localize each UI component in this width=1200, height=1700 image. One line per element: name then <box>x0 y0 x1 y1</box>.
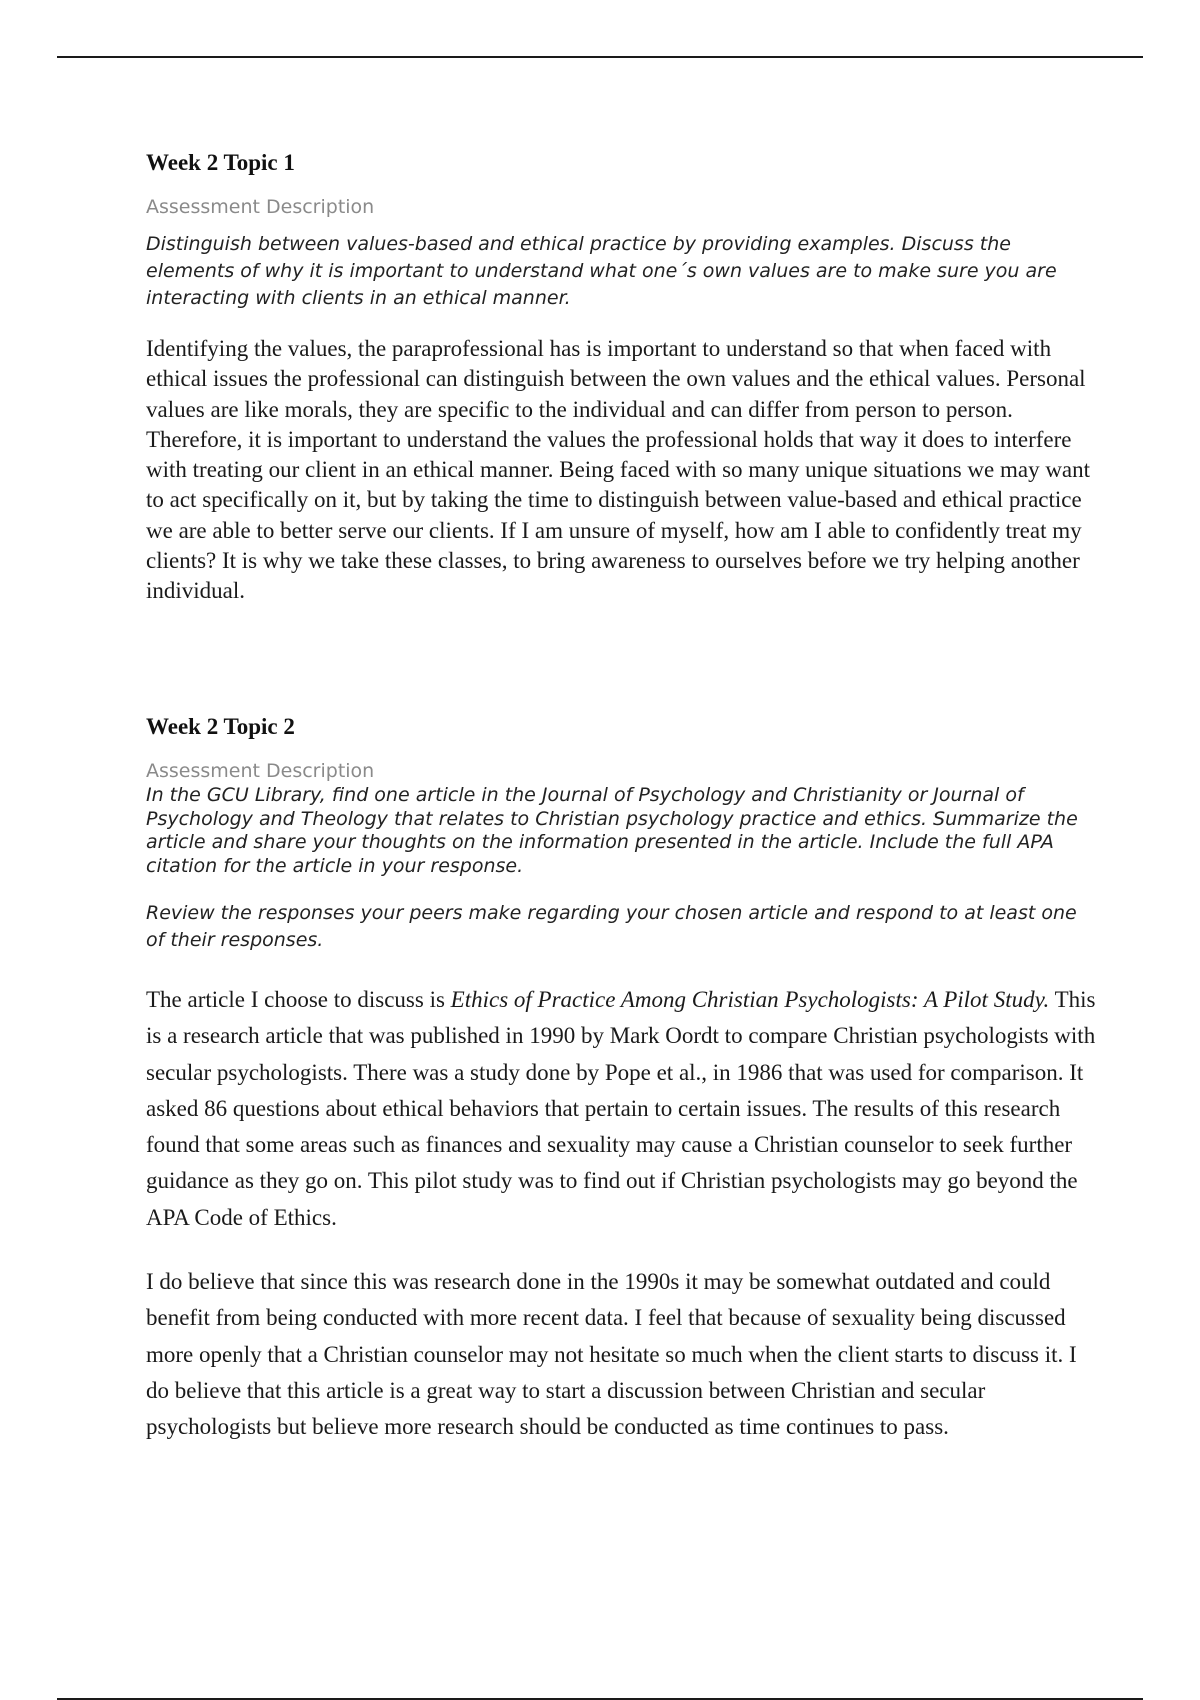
topic-2-prompt: In the GCU Library, find one article in the Journal of Psychology and Christianity or Journal of Psychology and Theology that relates to Christian psychology practice and ethics. Summarize the article and share your thoughts on the information presented in the article. Include the full APA citation for the article in your response. <box>146 784 1078 877</box>
topic-2-assessment-label: Assessment Description <box>146 760 375 782</box>
article-title: Ethics of Practice Among Christian Psychologists: A Pilot Study. <box>450 987 1050 1012</box>
topic-1-assessment-label: Assessment Description <box>146 196 375 218</box>
topic-2-paragraph-1 <box>146 982 1096 1236</box>
topic-2-section <box>146 714 1096 1446</box>
topic-1-response: Identifying the values, the paraprofessional has is important to understand so that when faced with ethical issues the professional can distinguish between the own values and the ethical values. Personal values are like morals, they are specific to the individual and can differ from person to person. Therefore, it is important to understand the values the professional holds that way it does to interfere with treating our client in an ethical manner. Being faced with so many unique situations we may want to act specifically on it, but by taking the time to distinguish between value-based and ethical practice we are able to better serve our clients. If I am unsure of myself, how am I able to confidently treat my clients? It is why we take these classes, to bring awareness to ourselves before we try helping another individual. <box>146 336 1091 604</box>
topic-1-section <box>146 150 1096 607</box>
topic-1-title: Week 2 Topic 1 <box>146 150 295 175</box>
topic-2-paragraph-2: I do believe that since this was research done in the 1990s it may be somewhat outdated and could benefit from being conducted with more recent data. I feel that because of sexuality being discussed more openly that a Christian counselor may not hesitate so much when the client starts to discuss it. I do believe that this article is a great way to start a discussion between Christian and secular psychologists but believe more research should be conducted as time continues to pass. <box>146 1269 1077 1440</box>
topic-1-prompt: Distinguish between values-based and ethical practice by providing examples. Discuss the elements of why it is important to understand what one´s own values are to make sure you are interacting with clients in an ethical manner. <box>146 233 1057 309</box>
topic-2-title: Week 2 Topic 2 <box>146 714 295 739</box>
header-rule <box>57 56 1143 58</box>
paragraph-1-rest: This is a research article that was published in 1990 by Mark Oordt to compare Christian psychologists with secular psychologists. There was a study done by Pope et al., in 1986 that was used for comparison. It asked 86 questions about ethical behaviors that pertain to certain issues. The results of this research found that some areas such as finances and sexuality may cause a Christian counselor to seek further guidance as they go on. This pilot study was to find out if Christian psychologists may go beyond the APA Code of Ethics. <box>146 987 1096 1230</box>
topic-2-peer-prompt: Review the responses your peers make regarding your chosen article and respond to at least one of their responses. <box>146 902 1077 951</box>
paragraph-1-intro: The article I choose to discuss is <box>146 987 451 1012</box>
